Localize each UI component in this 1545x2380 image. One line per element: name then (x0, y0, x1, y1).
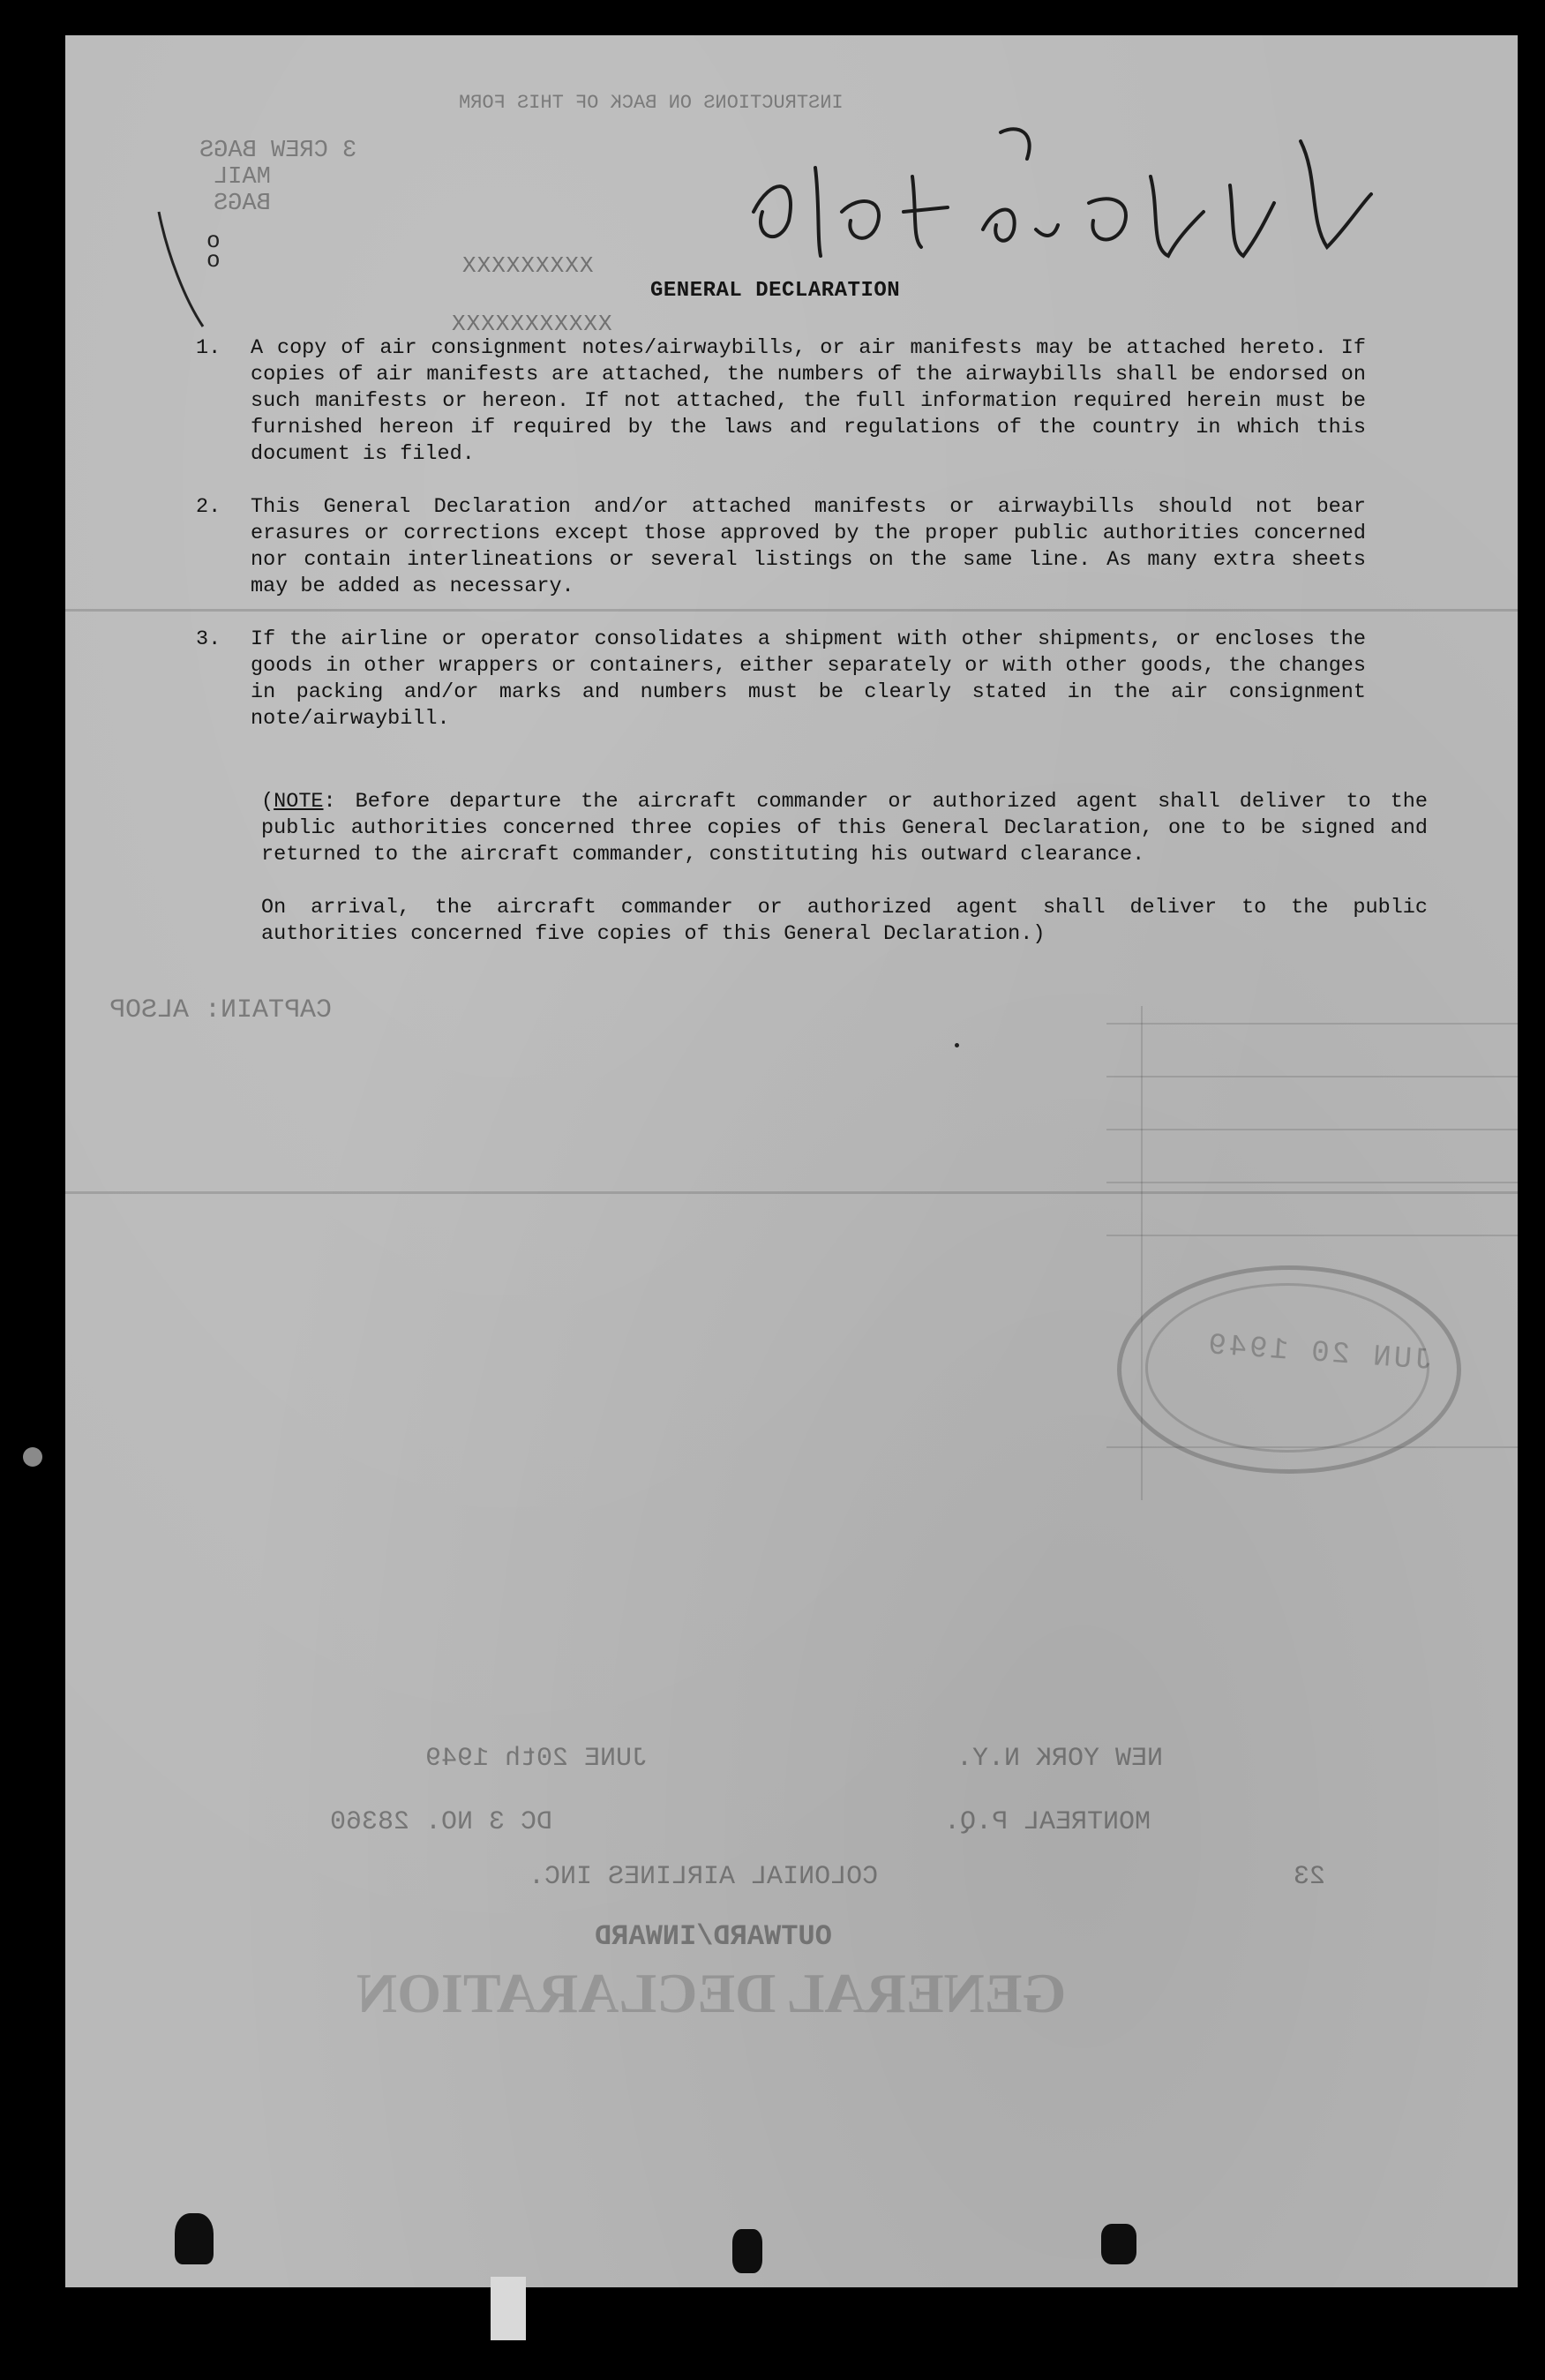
note-label: NOTE (274, 790, 324, 814)
bleed-crew-bags: 3 CREW BAGS (199, 138, 357, 164)
bleed-mail: MAIL (214, 164, 271, 191)
binding-mark (732, 2229, 762, 2273)
bleed-outward-inward: OUTWARD/INWARD (595, 1920, 832, 1953)
note-colon: : (323, 790, 336, 814)
note-text: Before departure the aircraft commander or authorized agent shall deliver to the public authorities concerned three copies of this General Declaration, one to be signed and returned to the aircraft commander, constituting his outward clearance. (261, 790, 1428, 867)
document-page (65, 35, 1518, 2287)
paragraph-3 (196, 627, 1366, 732)
scan-dot (23, 1447, 42, 1467)
margin-mark: o (206, 247, 221, 274)
bleed-captain: CAPTAIN: ALSOP (109, 995, 333, 1025)
margin-pen-stroke (150, 203, 212, 335)
bleed-city-from: MONTREAL P.Q. (944, 1807, 1151, 1837)
binding-mark (175, 2213, 214, 2264)
bleed-instructions: INSTRUCTIONS ON BACK OF THIS FORM (459, 92, 844, 114)
paragraph-2 (196, 494, 1366, 600)
paragraph-number: 2. (196, 495, 221, 519)
bleed-general-declaration: GENERAL DECLARATION (356, 1962, 1067, 2024)
paragraph-text: A copy of air consignment notes/airwaybills, or air manifests may be attached hereto. If copies of air manifests are attached, the numbers of the airwaybills shall be endorsed on such manifests or hereon. If not attached, the full information required herein must be furnished hereon if required by the laws and regulations of the country in which this document is filed. (251, 336, 1366, 466)
fold-line (65, 609, 1518, 612)
paragraph-text: If the airline or operator consolidates a shipment with other shipments, or encloses the goods in other wrappers or containers, either separately or with other goods, the changes in packing and/or marks and numbers must be clearly stated in the air consignment note/airwaybill. (251, 627, 1366, 731)
paper-tab (491, 2277, 526, 2340)
note-paren: ( (261, 790, 274, 814)
struck-text: XXXXXXXXX (462, 252, 595, 279)
bleed-dc: DC 3 NO. 28360 (330, 1807, 553, 1837)
paragraph-number: 3. (196, 627, 221, 651)
bleed-bags: BAGS (214, 191, 271, 217)
margin-mark: o (206, 228, 221, 254)
paragraph-text: This General Declaration and/or attached manifests or airwaybills should not bear erasures or corrections except those approved by the proper public authorities concerned nor contain interlineations or several listings on the same line. As many extra sheets may be added as necessary. (251, 495, 1366, 598)
bleed-date: JUNE 20th 1949 (425, 1744, 649, 1774)
arrival-paragraph: On arrival, the aircraft commander or authorized agent shall deliver to the public authorities concerned five copies of this General Declaration.) (261, 896, 1428, 946)
note-paragraph (261, 789, 1428, 868)
paragraph-1 (196, 335, 1366, 468)
bleed-city-to: NEW YORK N.Y. (956, 1744, 1164, 1774)
customs-stamp-date: JUN 20 1949 (1204, 1329, 1434, 1378)
paragraph-number: 1. (196, 336, 221, 360)
bleed-operator: COLONIAL AIRLINES INC. (529, 1862, 879, 1892)
bleed-flight: 23 (1294, 1862, 1326, 1892)
ink-dot (955, 1043, 959, 1047)
document-heading: GENERAL DECLARATION (650, 279, 901, 303)
handwritten-signature (736, 115, 1406, 274)
binding-mark (1101, 2224, 1136, 2264)
struck-text: XXXXXXXXXXX (452, 311, 613, 337)
